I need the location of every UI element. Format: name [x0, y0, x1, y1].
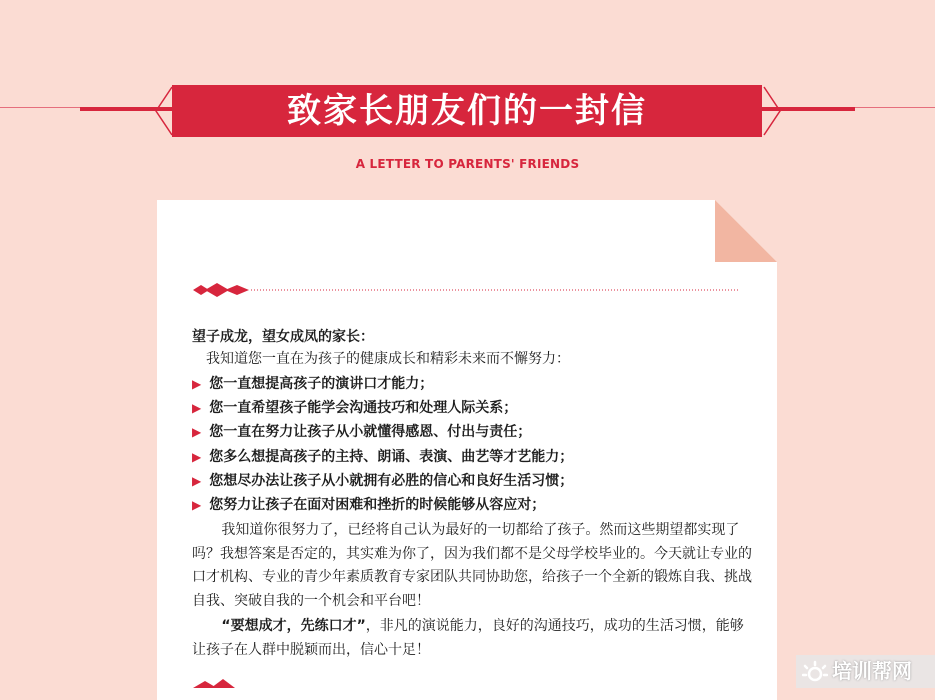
- triangle-bullet-icon: ▶: [192, 425, 202, 440]
- banner-corner-right: [762, 85, 784, 137]
- bottom-divider: [193, 679, 253, 688]
- letter-paragraph-1: 我知道你很努力了，已经将自己认为最好的一切都给了孩子。然而这些期望都实现了吗？我想答案是否定的，其实难为你了，因为我们都不是父母学校毕业的。今天就让专业的口才机构、专业的青少年素质教育专家团队共同协助您，给孩子一个全新的锻炼自我、挑战自我、突破自我的一个机会和平台吧！: [192, 522, 752, 609]
- list-item: ▶ 您想尽办法让孩子从小就拥有必胜的信心和良好生活习惯；: [192, 472, 574, 489]
- page-fold-corner: [715, 200, 777, 262]
- list-item: ▶ 您努力让孩子在面对困难和挫折的时候能够从容应对；: [192, 497, 546, 514]
- triangle-bullet-icon: ▶: [192, 449, 202, 464]
- sun-logo-icon: [802, 660, 828, 684]
- list-item: ▶ 您一直想提高孩子的演讲口才能力；: [192, 376, 434, 392]
- watermark-text: 培训帮网: [832, 659, 912, 683]
- letter-paragraph-2: [192, 615, 752, 662]
- watermark: [796, 655, 935, 688]
- triangle-bullet-icon: ▶: [192, 377, 202, 391]
- paragraph-2-text: ，非凡的演说能力，良好的沟通技巧，成功的生活习惯，能够让孩子在人群中脱颖而出，信心十足！: [192, 618, 744, 658]
- wish-list: [192, 372, 752, 517]
- page-title: 致家长朋友们的一封信: [172, 85, 762, 137]
- section-divider: [193, 283, 738, 297]
- triangle-bullet-icon: ▶: [192, 498, 202, 513]
- page-subtitle: A LETTER TO PARENTS' FRIENDS: [355, 157, 580, 171]
- letter-intro: 我知道您一直在为孩子的健康成长和精彩未来而不懈努力：: [206, 351, 570, 367]
- banner-corner-left: [152, 85, 174, 137]
- list-item: ▶ 您一直在努力让孩子从小就懂得感恩、付出与责任；: [192, 424, 532, 441]
- triangle-bullet-icon: ▶: [192, 473, 202, 488]
- triangle-bullet-icon: ▶: [192, 401, 202, 416]
- letter-body: [192, 326, 752, 662]
- list-item: ▶ 您一直希望孩子能学会沟通技巧和处理人际关系；: [192, 400, 518, 417]
- list-item: ▶ 您多么想提高孩子的主持、朗诵、表演、曲艺等才艺能力；: [192, 448, 574, 465]
- slogan-quote: “要想成才，先练口才”: [221, 618, 366, 635]
- letter-greeting: 望子成龙，望女成凤的家长：: [192, 329, 374, 345]
